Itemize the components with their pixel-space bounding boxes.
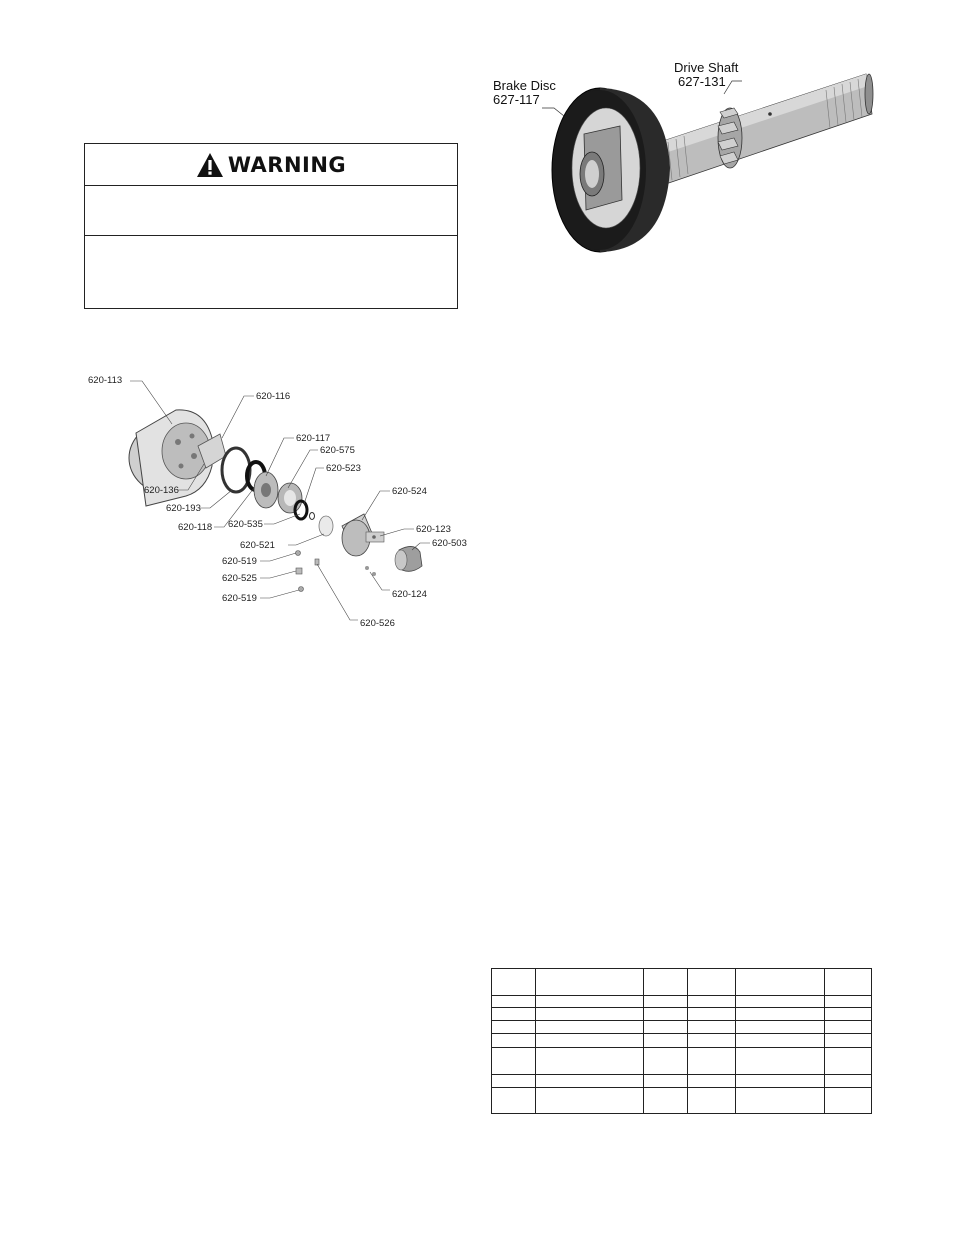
label-620-123: 620-123 [416, 524, 451, 535]
small-o-ring-part [310, 513, 315, 520]
label-620-524: 620-524 [392, 486, 427, 497]
brake-disc-part [552, 88, 670, 252]
exploded-view-figure [74, 338, 470, 658]
label-620-521: 620-521 [240, 540, 275, 551]
bearing-part [278, 483, 302, 513]
label-620-535: 620-535 [228, 519, 263, 530]
label-620-523: 620-523 [326, 463, 361, 474]
warning-box [84, 143, 458, 309]
label-620-117: 620-117 [296, 433, 331, 444]
label-620-519-lower: 620-519 [222, 593, 257, 604]
brake-disc-drive-shaft-figure [488, 50, 878, 290]
drive-shaft-part [648, 74, 873, 188]
parts-table [491, 968, 872, 1114]
table-row [492, 1087, 872, 1113]
table-row [492, 996, 872, 1008]
label-620-118: 620-118 [178, 522, 213, 533]
drive-shaft-leader [724, 81, 742, 94]
brake-disc-number: 627-117 [493, 92, 540, 107]
table-row [492, 1021, 872, 1034]
drive-shaft-number: 627-131 [678, 74, 726, 89]
table-header-row [492, 969, 872, 996]
table-row [492, 1008, 872, 1021]
brake-disc-name: Brake Disc [493, 78, 556, 93]
drive-shaft-name: Drive Shaft [674, 60, 739, 75]
label-620-116: 620-116 [256, 391, 291, 402]
spool-part [342, 514, 384, 556]
ball-part-2 [299, 587, 304, 592]
warning-header [85, 144, 457, 186]
detent-part [365, 566, 369, 570]
table-row [492, 1074, 872, 1087]
brake-disc-leader [542, 108, 564, 116]
spring-part [296, 568, 302, 574]
warning-message-row [85, 186, 457, 236]
label-620-519: 620-519 [222, 556, 257, 567]
label-620-503: 620-503 [432, 538, 467, 549]
end-cap-part [395, 546, 422, 571]
washer-part [319, 516, 333, 536]
gear-plate-part [254, 472, 278, 508]
ball-part [296, 551, 301, 556]
table-row [492, 1034, 872, 1047]
label-620-525: 620-525 [222, 573, 257, 584]
label-620-526: 620-526 [360, 618, 395, 629]
label-620-136: 620-136 [144, 485, 179, 496]
label-620-193: 620-193 [166, 503, 201, 514]
warning-title: WARNING [227, 152, 347, 177]
warning-triangle-icon [196, 152, 224, 178]
label-620-113: 620-113 [88, 375, 123, 386]
label-620-575: 620-575 [320, 445, 355, 456]
table-row [492, 1047, 872, 1074]
label-620-124: 620-124 [392, 589, 427, 600]
pinion-gear-part [718, 108, 742, 168]
